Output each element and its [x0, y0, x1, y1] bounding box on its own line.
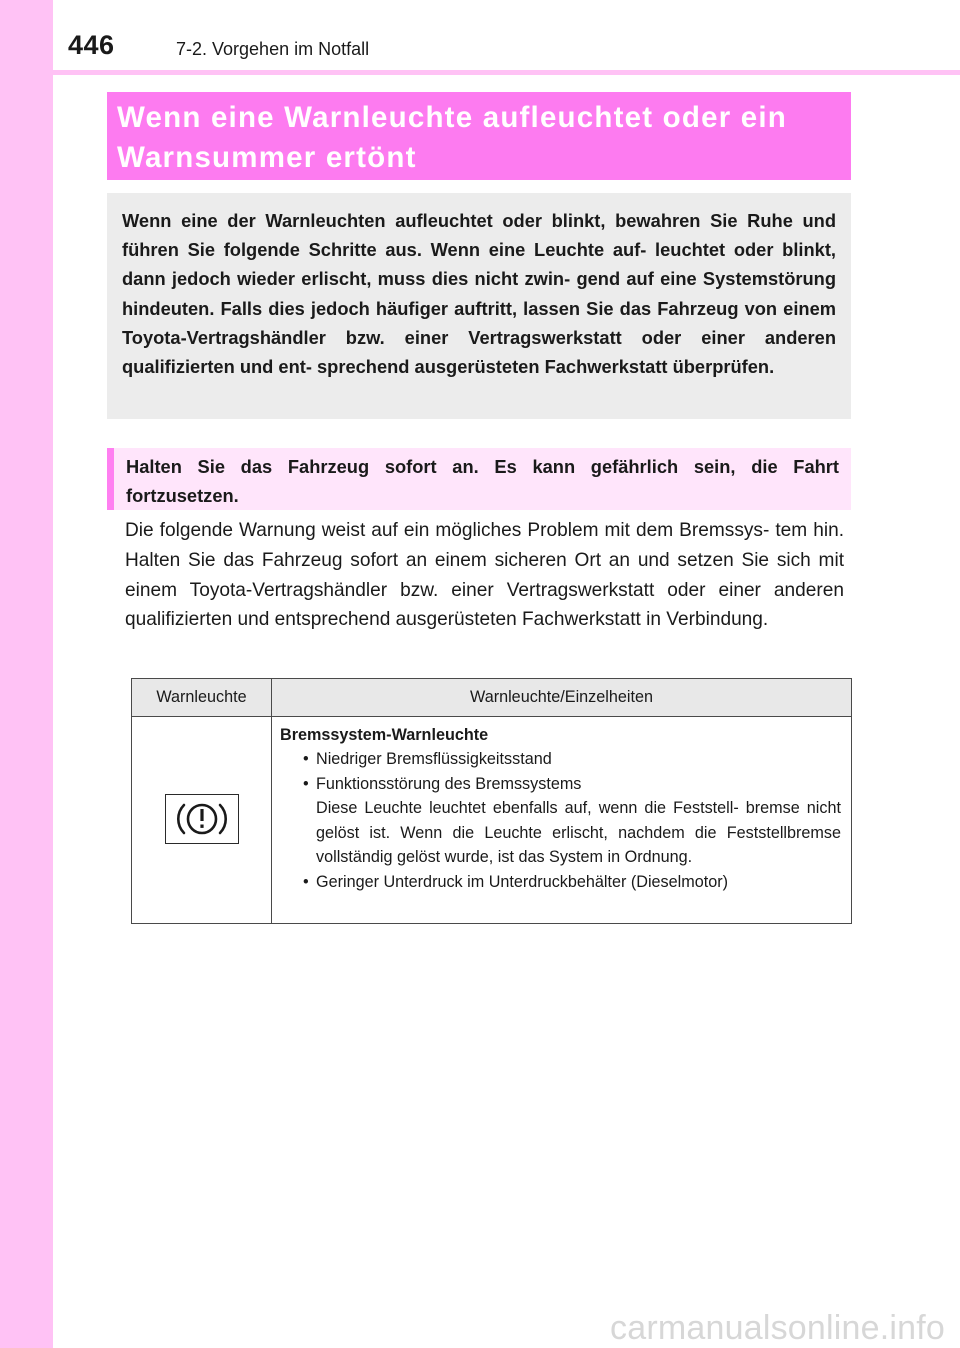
detail-title: Bremssystem-Warnleuchte: [280, 726, 489, 744]
bullet-icon: •: [303, 774, 309, 793]
bullet-icon: •: [303, 750, 309, 768]
intro-box: [107, 193, 851, 419]
list-item-text: Geringer Unterdruck im Unterdruckbehälter (Dieselmotor): [316, 872, 729, 891]
list-item: [280, 772, 841, 870]
header-rule: [53, 70, 960, 75]
list-item-text: Funktionsstörung des Bremssystems: [316, 774, 582, 793]
side-margin-strip: [0, 0, 53, 1348]
section-heading-line2: Warnsummer ertönt: [117, 141, 417, 174]
column-header-details: Warnleuchte/Einzelheiten: [272, 679, 852, 717]
brake-warning-icon: [165, 794, 239, 844]
warning-light-table: [131, 678, 852, 924]
page-number: 446: [68, 30, 115, 60]
watermark: carmanualsonline.info: [610, 1309, 945, 1347]
detail-note: Diese Leuchte leuchtet ebenfalls auf, wenn die Feststell- bremse nicht gelöst ist. Wenn die Leuchte erlischt, nachdem die Feststellbremse vollständig gelöst wurde, ist das System in Ordnung.: [316, 799, 841, 866]
section-heading-line1: Wenn eine Warnleuchte aufleuchtet oder ein: [117, 101, 788, 134]
warning-text: Halten Sie das Fahrzeug sofort an. Es kann gefährlich sein, die Fahrt fortzusetzen.: [126, 456, 839, 506]
column-header-light: Warnleuchte: [132, 679, 272, 717]
section-heading: [107, 92, 851, 180]
table-row: [132, 717, 852, 924]
list-item-text: Niedriger Bremsflüssigkeitsstand: [316, 750, 552, 768]
bullet-icon: •: [303, 872, 309, 891]
body-paragraph: Die folgende Warnung weist auf ein mögliches Problem mit dem Bremssys- tem hin. Halten Sie das Fahrzeug sofort an einem sicheren Ort an und setzen Sie sich mit einem Toyota-Vertragshändler bzw. einer Vertragswerkstatt oder einer anderen qualifizierten und entsprechend ausgerüsteten Fachwerkstatt in Verbindung.: [125, 520, 844, 631]
light-details-cell: [272, 717, 852, 924]
header-band: [53, 0, 960, 72]
light-icon-cell: [132, 717, 272, 924]
chapter-title: 7-2. Vorgehen im Notfall: [176, 39, 370, 59]
intro-text: Wenn eine der Warnleuchten aufleuchtet oder blinkt, bewahren Sie Ruhe und führen Sie folgende Schritte aus. Wenn eine Leuchte auf- leuchtet oder blinkt, dann jedoch wieder erlischt, muss dies nicht zwin- gend auf eine Systemstörung hindeuten. Falls dies jedoch häufiger auftritt, lassen Sie das Fahrzeug von einem Toyota-Vertragshändler bzw. einer Vertragswerkstatt oder einer anderen qualifizierten und ent- sprechend ausgerüsteten Fachwerkstatt überprüfen.: [122, 210, 836, 378]
list-item: [280, 747, 841, 772]
table-header-row: [132, 679, 852, 717]
warning-box: [107, 448, 851, 510]
list-item: [280, 870, 841, 895]
detail-list: [280, 747, 841, 894]
